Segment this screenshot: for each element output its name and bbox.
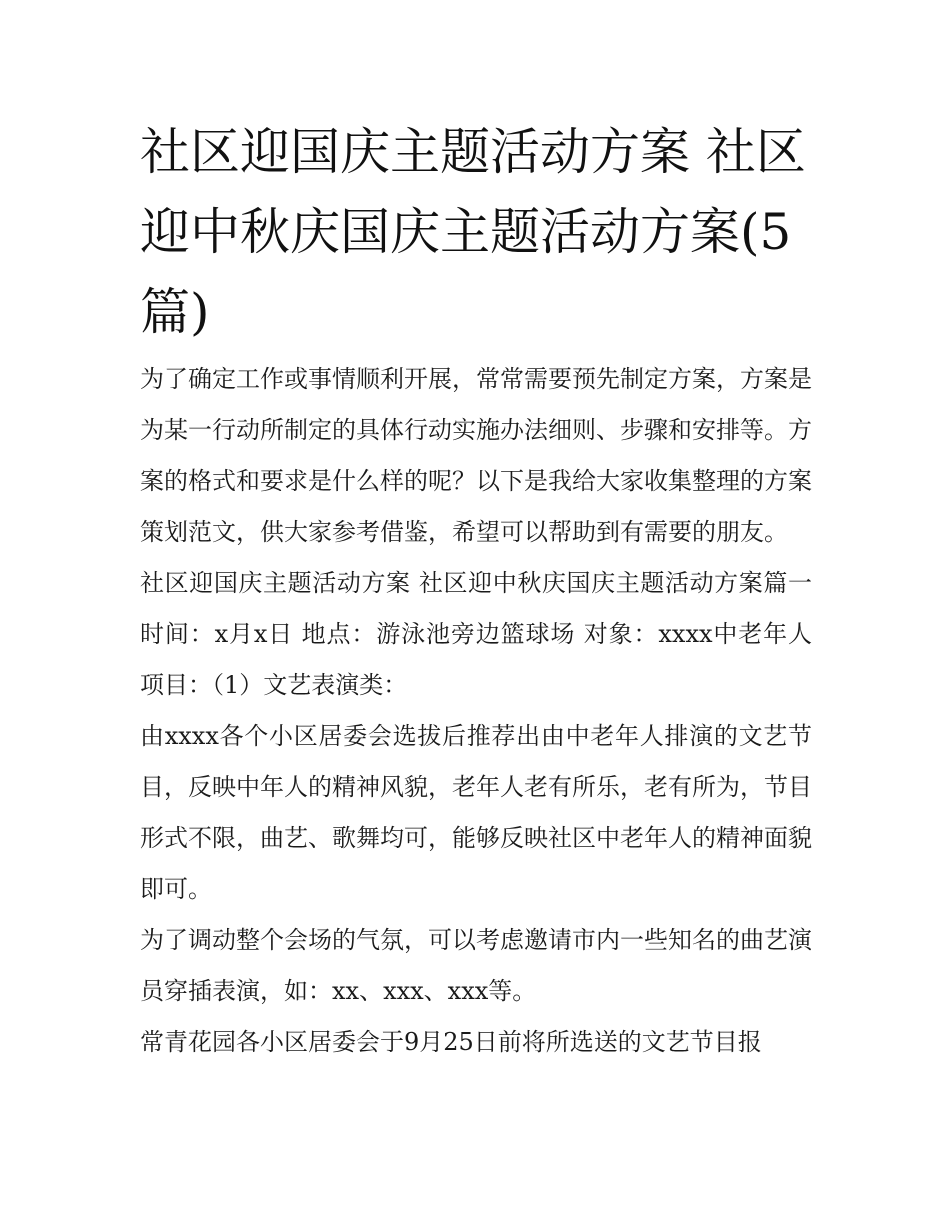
- paragraph-submission: 常青花园各小区居委会于9月25日前将所选送的文艺节目报: [140, 1028, 762, 1056]
- paragraph-intro: 为了确定工作或事情顺利开展，常常需要预先制定方案，方案是为某一行动所制定的具体行动实施办法细则、步骤和安排等。方案的格式和要求是什么样的呢？以下是我给大家收集整理的方案策划范文，供大家参考借鉴，希望可以帮助到有需要的朋友。: [140, 365, 812, 546]
- document-body: [140, 354, 812, 1068]
- document-title: 社区迎国庆主题活动方案 社区迎中秋庆国庆主题活动方案(5篇): [140, 123, 806, 341]
- paragraph-performance: 由xxxx各个小区居委会选拔后推荐出由中老年人排演的文艺节目，反映中年人的精神风貌，老年人老有所乐，老有所为，节目形式不限，曲艺、歌舞均可，能够反映社区中老年人的精神面貌即可。: [140, 722, 812, 903]
- paragraph-guest-performers: 为了调动整个会场的气氛，可以考虑邀请市内一些知名的曲艺演员穿插表演，如：xx、xxx、xxx等。: [140, 926, 812, 1005]
- paragraph-event-info: 社区迎国庆主题活动方案 社区迎中秋庆国庆主题活动方案篇一 时间：x月x日 地点：游泳池旁边篮球场 对象：xxxx中老年人 项目：（1）文艺表演类：: [140, 569, 812, 699]
